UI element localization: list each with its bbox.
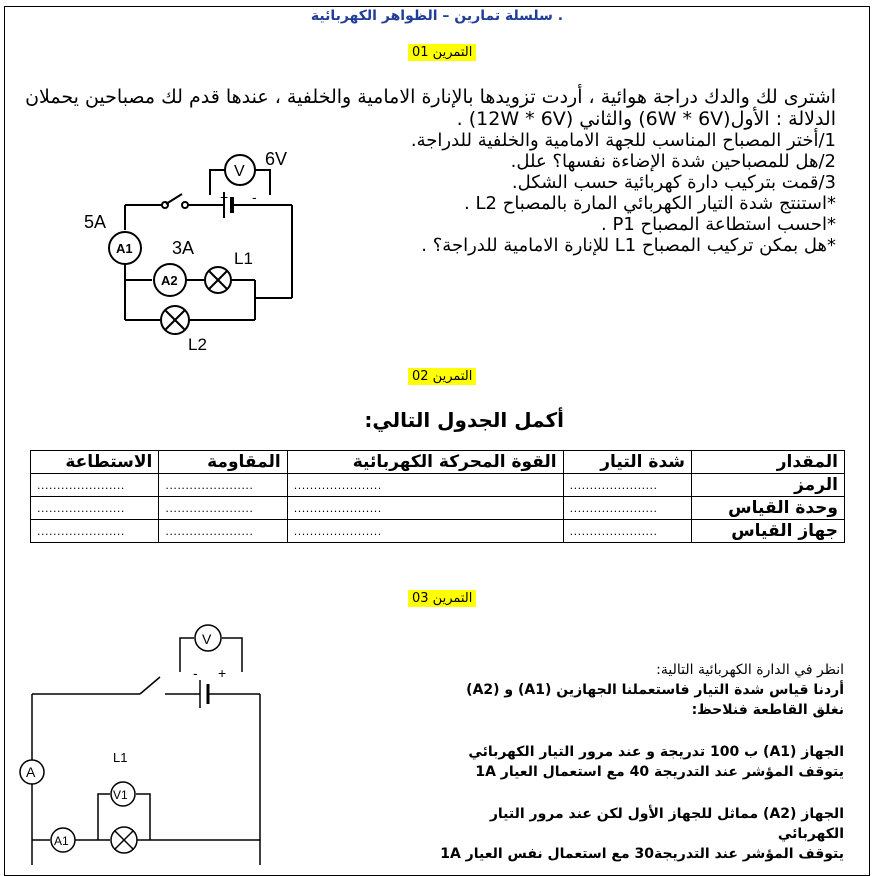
blank-cell[interactable]: ......................	[563, 474, 691, 497]
c1-current-5a: 5A	[84, 212, 107, 232]
circuit-diagram-2	[10, 622, 270, 865]
c1-plus: +	[220, 189, 229, 205]
ex3-line-6: الجهاز (A2) مماثل للجهاز الأول لكن عند مرور التيار الكهربائي	[489, 806, 844, 842]
ex3-line-3: نغلق القاطعة فنلاحظ:	[691, 702, 844, 718]
ex3-line-2: أردنا قياس شدة التيار فاستعملنا الجهازين (A1) و (A2)	[466, 682, 844, 698]
ex3-line-4: الجهاز (A1) ب 100 تدريجة و عند مرور التيار الكهربائي	[468, 744, 844, 760]
header-resistance: المقاومة	[159, 451, 287, 474]
c2-ammeter-label: A	[26, 764, 36, 780]
blank-cell[interactable]: ......................	[563, 497, 691, 520]
blank-cell[interactable]: ......................	[31, 474, 159, 497]
c2-ammeter1-label: A1	[54, 834, 69, 848]
c1-ammeter-a1: A1	[116, 241, 133, 256]
quantities-table	[30, 450, 845, 543]
c1-lamp-l2: L2	[188, 335, 207, 354]
table-row	[31, 520, 845, 543]
circuit-diagram-1	[80, 140, 310, 355]
blank-cell[interactable]: ......................	[159, 474, 287, 497]
ex3-line-1: انظر في الدارة الكهربائية التالية:	[656, 662, 844, 678]
ex1-question-2: 2/هل للمصباحين شدة الإضاءة نفسها؟ علل.	[510, 151, 836, 172]
blank-cell[interactable]: ......................	[287, 520, 563, 543]
c2-lamp-label: L1	[113, 750, 128, 765]
exercise-2-badge: التمرين 02	[408, 368, 476, 385]
exercise-1-badge: التمرين 01	[408, 44, 476, 61]
ex1-question-1: 1/أختر المصباح المناسب للجهة الامامية والخلفية للدراجة.	[410, 130, 836, 151]
ex1-question-3b: *احسب استطاعة المصباح P1 .	[601, 214, 836, 235]
header-current: شدة التيار	[563, 451, 691, 474]
c2-voltmeter-label: V	[202, 631, 212, 647]
table-row	[31, 497, 845, 520]
blank-cell[interactable]: ......................	[31, 520, 159, 543]
page-title: سلسلة تمارين – الظواهر الكهربائية .	[310, 8, 564, 24]
exercise-3-text	[424, 660, 844, 864]
c2-minus: -	[193, 665, 198, 681]
ex1-intro-line2: الدلالة : الأول(6W * 6V) والثاني (12W * 6V) .	[456, 108, 836, 130]
c2-voltmeter1-label: V1	[113, 788, 128, 802]
c1-minus: -	[252, 189, 257, 205]
ex1-question-3: 3/قمت بتركيب دارة كهربائية حسب الشكل.	[511, 172, 836, 193]
header-emf: القوة المحركة الكهربائية	[287, 451, 563, 474]
row-instrument: جهاز القياس	[692, 520, 845, 543]
table-row	[31, 474, 845, 497]
table-header-row	[31, 451, 845, 474]
blank-cell[interactable]: ......................	[287, 497, 563, 520]
c1-ammeter-a2: A2	[161, 273, 178, 288]
row-unit: وحدة القياس	[692, 497, 845, 520]
c1-current-3a: 3A	[172, 238, 195, 258]
ex1-question-3c: *هل بمكن تركيب المصباح L1 للإنارة الامامية للدراجة؟ .	[421, 235, 836, 256]
header-quantity: المقدار	[692, 451, 845, 474]
c1-voltage-label: 6V	[265, 149, 288, 169]
blank-cell[interactable]: ......................	[159, 520, 287, 543]
header-power: الاستطاعة	[31, 451, 159, 474]
blank-cell[interactable]: ......................	[159, 497, 287, 520]
ex1-question-3a: *استنتج شدة التيار الكهربائي المارة بالمصباح L2 .	[464, 193, 836, 214]
blank-cell[interactable]: ......................	[31, 497, 159, 520]
c2-plus: +	[218, 665, 227, 681]
ex3-line-7: يتوقف المؤشر عند التدريجة30 مع استعمال نفس العيار 1A	[440, 846, 844, 862]
table-caption: أكمل الجدول التالي:	[364, 408, 564, 432]
blank-cell[interactable]: ......................	[563, 520, 691, 543]
row-symbol: الرمز	[692, 474, 845, 497]
c1-lamp-l1: L1	[234, 249, 253, 268]
c1-voltmeter-label: V	[234, 163, 245, 180]
ex1-intro-line1: اشترى لك والدك دراجة هوائية ، أردت تزويدها بالإنارة الامامية والخلفية ، عندها قدم لك مصباحين يحملان	[25, 86, 836, 108]
exercise-3-badge: التمرين 03	[408, 590, 476, 607]
blank-cell[interactable]: ......................	[287, 474, 563, 497]
ex3-line-5: يتوقف المؤشر عند التدريجة 40 مع استعمال العيار 1A	[475, 764, 844, 780]
